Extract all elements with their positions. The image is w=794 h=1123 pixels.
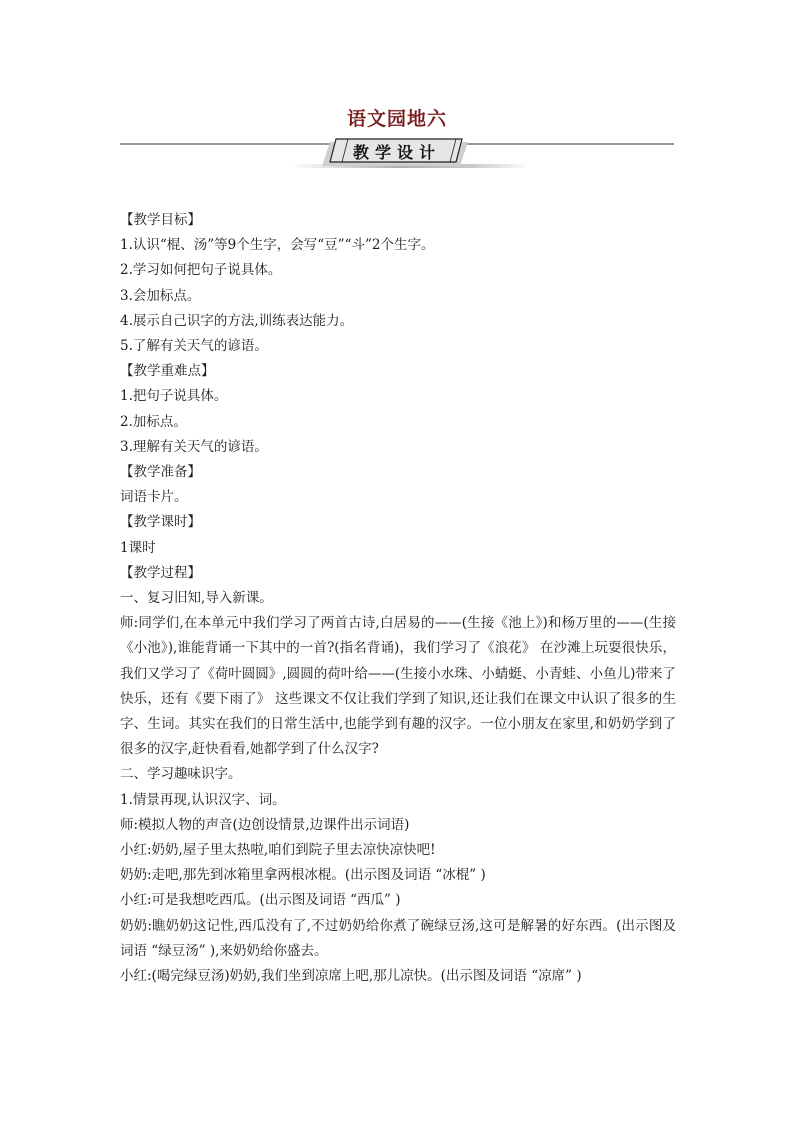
key-point-item: 2.加标点。 xyxy=(120,413,187,430)
objective-item: 5.了解有关天气的谚语。 xyxy=(120,338,268,355)
objective-item: 3.会加标点。 xyxy=(120,287,201,304)
objective-item: 2.学习如何把句子说具体。 xyxy=(120,262,282,279)
objective-item: 1.认识“棍、汤”等9个生字，会写“豆”“斗”2个生字。 xyxy=(120,237,435,254)
class-hours-text: 1课时 xyxy=(120,539,156,556)
dialogue-line: 小红:可是我想吃西瓜。(出示图及词语 “西瓜” ) xyxy=(120,892,401,909)
dialogue-line: 师:模拟人物的声音(边创设情景,边课件出示词语) xyxy=(120,816,410,833)
heading-class-hours: 【教学课时】 xyxy=(120,514,201,531)
heading-process: 【教学过程】 xyxy=(120,564,201,581)
banner-label: 教学设计 xyxy=(352,143,441,162)
dialogue-line: 小红:(喝完绿豆汤)奶奶,我们坐到凉席上吧,那儿凉快。(出示图及词语 “凉席” ) xyxy=(120,968,582,985)
section-banner xyxy=(120,138,674,176)
heading-preparation: 【教学准备】 xyxy=(120,464,201,481)
document-body xyxy=(120,208,676,989)
heading-key-points: 【教学重难点】 xyxy=(120,363,215,380)
step-heading: 二、学习趣味识字。 xyxy=(120,766,242,783)
key-point-item: 3.理解有关天气的谚语。 xyxy=(120,438,268,455)
key-point-item: 1.把句子说具体。 xyxy=(120,388,228,405)
sub-step: 1.情景再现,认识汉字、词。 xyxy=(120,791,286,808)
teacher-paragraph: 师:同学们,在本单元中我们学习了两首古诗,白居易的——(生接《池上》)和杨万里的——(生接《小池》),谁能背诵一下其中的一首?(指名背诵)，我们学习了《浪花》 在沙滩上玩耍很快乐，我们又学习了《荷叶圆圆》,圆圆的荷叶给——(生接小水珠、小蜻蜓、小青蛙、小鱼儿)带来了快乐，还有《要下雨了》 这些课文不仅让我们学到了知识,还让我们在课文中认识了很多的生字、生词。其实在我们的日常生活中,也能学到有趣的汉字。一位小朋友在家里,和奶奶学到了很多的汉字,赶快看看,她都学到了什么汉字? xyxy=(120,615,676,758)
objective-item: 4.展示自己识字的方法,训练表达能力。 xyxy=(120,312,354,329)
dialogue-line: 奶奶:走吧,那先到冰箱里拿两根冰棍。(出示图及词语 “冰棍” ) xyxy=(120,867,486,884)
preparation-text: 词语卡片。 xyxy=(120,489,188,506)
page-title: 语文园地六 xyxy=(346,108,447,130)
step-heading: 一、复习旧知,导入新课。 xyxy=(120,590,273,607)
dialogue-line: 小红:奶奶,屋子里太热啦,咱们到院子里去凉快凉快吧! xyxy=(120,842,436,859)
heading-objectives: 【教学目标】 xyxy=(120,212,201,228)
dialogue-line: 奶奶:瞧奶奶这记性,西瓜没有了,不过奶奶给你煮了碗绿豆汤,这可是解暑的好东西。(出示图及词语 “绿豆汤” ),来奶奶给你盛去。 xyxy=(120,917,676,959)
